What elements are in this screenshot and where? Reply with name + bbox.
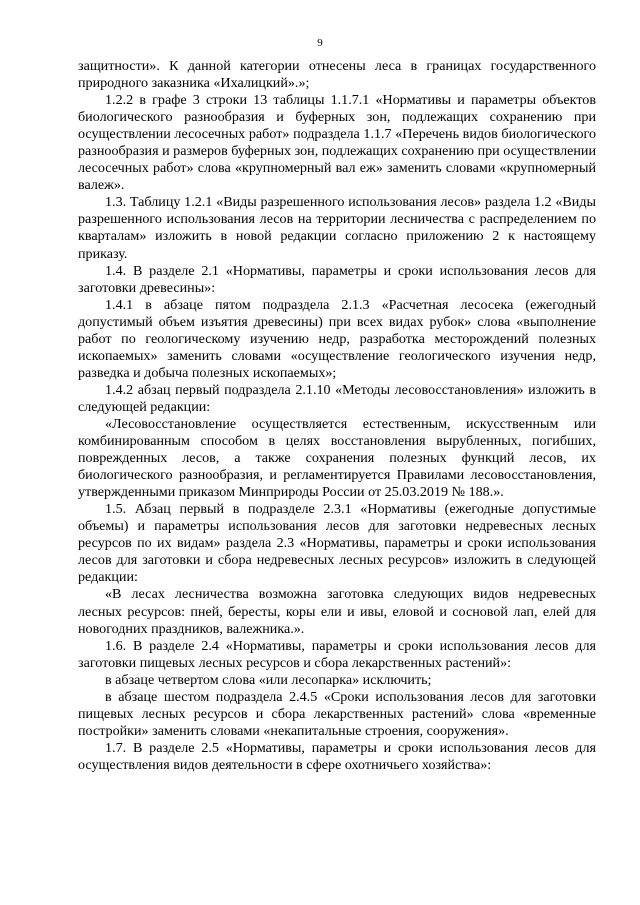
paragraph-quote-reforestation: «Лесовосстановление осуществляется естественным, искусственным или комбинированным способом в целях восстановления вырубленных, погибших, поврежденных лесов, а также сохранения полезных функций лесов, их биологического разнообразия, и регламентируется Правилами лесовосстановления, утвержденными приказом Минприроды России от 25.03.2019 № 188.». — [78, 415, 596, 501]
page-number: 9 — [317, 37, 323, 49]
paragraph-1-7: 1.7. В разделе 2.5 «Нормативы, параметры и сроки использования лесов для осуществления видов деятельности в сфере охотничьего хозяйства»: — [78, 739, 596, 773]
paragraph-1-2-2: 1.2.2 в графе 3 строки 13 таблицы 1.1.7.1 «Нормативы и параметры объектов биологического разнообразия и буферных зон, подлежащих сохранению при осуществлении лесосечных работ» подраздела 1.1.7 «Перечень видов биологического разнообразия и размеров буферных зон, подлежащих сохранению при осуществлении лесосечных работ» слова «крупномерный вал еж» заменить словами «крупномерный валеж». — [78, 92, 597, 194]
document-body — [78, 58, 596, 774]
paragraph-1-4: 1.4. В разделе 2.1 «Нормативы, параметры и сроки использования лесов для заготовки древесины»: — [78, 262, 596, 296]
paragraph-1-4-2: 1.4.2 абзац первый подраздела 2.1.10 «Методы лесовосстановления» изложить в следующей редакции: — [78, 381, 596, 415]
paragraph-1-6: 1.6. В разделе 2.4 «Нормативы, параметры и сроки использования лесов для заготовки пищевых лесных ресурсов и сбора лекарственных растений»: — [78, 637, 596, 671]
paragraph-quote-non-timber: «В лесах лесничества возможна заготовка следующих видов недревесных лесных ресурсов: пней, бересты, коры ели и ивы, еловой и сосновой лап, елей для новогодних праздников, валежника.». — [78, 586, 596, 637]
paragraph-1-5: 1.5. Абзац первый в подразделе 2.3.1 «Нормативы (ежегодные допустимые объемы) и параметры использования лесов для заготовки недревесных лесных ресурсов по их видам» раздела 2.3 «Нормативы, параметры и сроки использования лесов для заготовки и сбора недревесных лесных ресурсов» изложить в следующей редакции: — [78, 501, 596, 586]
paragraph-abzac-6: в абзаце шестом подраздела 2.4.5 «Сроки использования лесов для заготовки пищевых лесных ресурсов и сбора лекарственных растений» слова «временные постройки» заменить словами «некапитальные строения, сооружения». — [78, 688, 596, 739]
paragraph-abzac-4: в абзаце четвертом слова «или лесопарка» исключить; — [105, 671, 432, 688]
paragraph-continuation: защитности». К данной категории отнесены леса в границах государственного природного заказника «Ихалицкий».»; — [78, 58, 596, 92]
paragraph-1-3: 1.3. Таблицу 1.2.1 «Виды разрешенного использования лесов» раздела 1.2 «Виды разрешенного использования лесов на территории лесничества с распределением по кварталам» изложить в новой редакции согласно приложению 2 к настоящему приказу. — [78, 194, 596, 262]
paragraph-1-4-1: 1.4.1 в абзаце пятом подраздела 2.1.3 «Расчетная лесосека (ежегодный допустимый объем изъятия древесины) при всех видах рубок» слова «выполнение работ по геологическому изучению недр, разработка месторождений полезных ископаемых» заменить словами «осуществление геологического изучения недр, разведка и добыча полезных ископаемых»; — [78, 296, 596, 381]
